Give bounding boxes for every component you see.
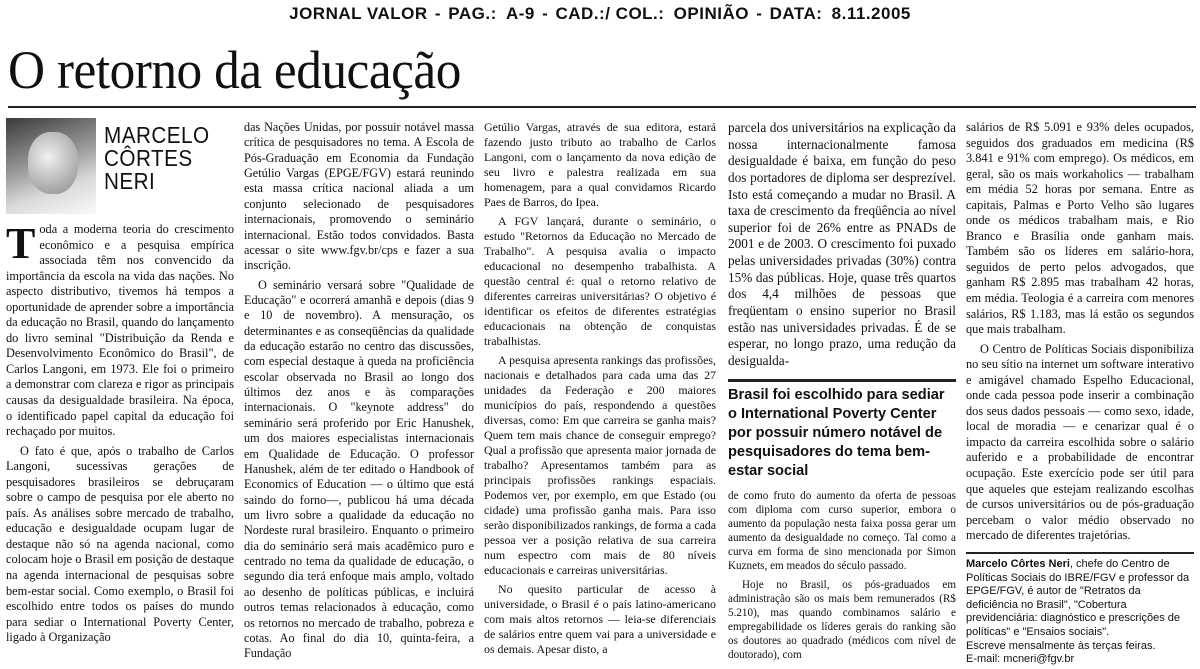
bio-email[interactable]: E-mail: mcneri@fgv.br: [966, 653, 1075, 666]
article-column-3: [484, 120, 716, 661]
masthead: JORNAL VALOR - PAG.: A-9 - CAD.:/ COL.: OPINIÃO - DATA: 8.11.2005: [289, 4, 911, 23]
article-column-2: [244, 120, 474, 666]
headline: O retorno da educação: [8, 40, 461, 100]
masthead-paper: JORNAL VALOR: [289, 4, 428, 23]
article-paragraph: de como fruto do aumento da oferta de pessoas com diploma com curso superior, embora o aumento da população nesta faixa possa gerar um aumento da desigualdade no começo. Tal como a curva em forma de sino mencionada por Simon Kuznets, em meados do século passado.: [728, 490, 956, 573]
author-name-line1: MARCELO: [104, 122, 210, 148]
author-byline: [6, 118, 234, 214]
author-bio: [966, 552, 1194, 667]
article-column-1: [6, 219, 234, 650]
article-paragraph: O seminário versará sobre "Qualidade de Educação" e ocorrerá amanhã e depois (dias 9 e 10 de novembro). A mensuração, os determinantes e as conseqüências da qualidade da educação estarão no centro das discussões, com especial destaque à queda na proficiência escolar observada no Brasil ao longo dos últimos dez anos e às comparações internacionais. O "keynote address" do seminário será proferido por Eric Hanushek, um dos maiores especialistas internacionais em Qualidade de Educação. O professor Hanushek, além de ter editado o Handbook of Economics of Education — o último que está saindo do forno—, publicou há uma década um livro sobre a qualidade da educação no Nordeste rural brasileiro. Enquanto o primeiro dia do seminário será mais acadêmico puro e centrado no tema da qualidade de educação, o segundo dia terá enfoque mais amplo, voltado ao desenho de políticas públicas, e incluirá outros temas relacionados à educação, como os retornos no mercado de trabalho, pobreza e cotas. Ao final do dia 10, quinta-feira, a Fundação: [244, 277, 474, 661]
author-name: [104, 124, 210, 193]
article-paragraph: Toda a moderna teoria do crescimento econômico e a pesquisa empírica associada têm nos convencido da importância da escola na vida das nações. No aspecto distributivo, tivemos há tempos a oportunidade de aprender sobre a importância da educação no Brasil, quando do lançamento do livro seminal "Distribuição da Renda e Desenvolvimento Econômico do Brasil", de Carlos Langoni, em 1973. Ele foi o primeiro a demonstrar com clareza e rigor as principais causas da desigualdade brasileira. Na época, o identificado papel capital da educação foi rechaçado por muitos.: [6, 219, 234, 439]
article-paragraph: Getúlio Vargas, através de sua editora, estará fazendo justo tributo ao trabalho de Carlos Langoni, com o lançamento da nova edição de seu livro e palestra realizada em sua homenagem, para a qual convidamos Ricardo Paes de Barros, do Ipea.: [484, 120, 716, 209]
article-paragraph: O Centro de Políticas Sociais disponibiliza no seu sítio na internet um software interativo e amigável chamado Espelho Educacional, onde cada pessoa pode inserir a combinação dos seus dados pessoais — como sexo, idade, local de moradia — e cenarizar qual é o impacto da carreira escolhida sobre o salário auferido e a probabilidade de encontrar ocupação. Este exercício pode ser útil para que aqueles que estejam realizando escolhas de cursos universitários ou de pós-graduação percebam o valor médio observado no mercado de diferentes trajetórias.: [966, 341, 1194, 543]
article-paragraph: salários de R$ 5.091 e 93% deles ocupados, seguidos dos graduados em medicina (R$ 3.841 e 91% com emprego). Os médicos, em geral, são os mais workaholics — trabalham em média 52 horas por semana. Entre as capitais, Palmas e Porto Velho são lugares onde os médicos trabalham mais, e Rio Branco e Brasília onde ganham mais. Também são os líderes em salário-hora, seguidos de perto pelos advogados, que ganham R$ 2.895 mas trabalham 42 horas, em média. Teologia é a carreira com menores salários, R$ 1.183, mas lá estão os segundos que mais trabalham.: [966, 120, 1194, 337]
bio-author-name: Marcelo Côrtes Neri: [966, 558, 1070, 570]
author-photo: [6, 118, 96, 214]
drop-cap: T: [6, 219, 36, 268]
masthead-page-label: PAG.:: [448, 4, 497, 23]
article-paragraph: parcela dos universitários na explicação da nossa internacionalmente famosa desigualdade é baixa, em função do peso dos portadores de diploma ser desprezível. Isto está começando a mudar no Brasil. A taxa de crescimento da freqüência ao nível superior foi de 26% entre as PNADs de 2001 e de 2003. O crescimento foi puxado pelas universidades privadas (30%) contra 15% das públicas. Hoje, quase três quartos dos 4,4 milhões de pessoas que freqüentam o ensino superior no Brasil estão nas universidades privadas. É de se esperar, no longo prazo, uma redução da desigualda-: [728, 120, 956, 368]
article-column-4-continued: [728, 489, 956, 666]
author-name-line3: NERI: [104, 168, 156, 194]
article-column-4: [728, 120, 956, 373]
pull-quote: Brasil foi escolhido para sediar o International Poverty Center por possuir número notável de pesquisadores do tema bem-estar social: [728, 379, 956, 481]
masthead-section-label: CAD.:/ COL.:: [555, 4, 665, 23]
author-name-line2: CÔRTES: [104, 145, 193, 171]
article-column-5: [966, 120, 1194, 548]
article-paragraph: A pesquisa apresenta rankings das profissões, nacionais e detalhados para cada uma das 27 unidades da Federação e 200 maiores municípios do país, respondendo a questões diversas, como: Em que carreira se ganha mais? Quem tem mais chance de conseguir emprego? Qual a profissão que apresenta maior jornada de trabalho? Apresentamos também para as principais profissões rankings espaciais. Podemos ver, por exemplo, em que Estado (ou cidade) uma profissão ganha mais. Para isso serão disponibilizados rankings, de forma a cada pessoa ver a posição relativa de sua carreira num espectro com mais de 80 níveis educacionais e carreiras universitárias.: [484, 353, 716, 577]
masthead-section-value: OPINIÃO: [673, 4, 749, 23]
bio-schedule: Escreve mensalmente às terças feiras.: [966, 639, 1156, 652]
headline-rule: [8, 106, 1196, 108]
bio-text: , chefe do Centro de Políticas Sociais do IBRE/FGV e professor da EPGE/FGV, é autor de "Retratos da deficiência no Brasil", "Cobertura previdenciária: diagnóstico e prescrições de políticas" e "Ensaios sociais".: [966, 558, 1190, 638]
masthead-date-value: 8.11.2005: [831, 4, 911, 23]
article-paragraph: das Nações Unidas, por possuir notável massa crítica de pesquisadores no tema. A Escola de Pós-Graduação em Economia da Fundação Getúlio Vargas (EPGE/FGV) estará reunindo esta massa crítica nacional aliada a um conjunto selecionado de pesquisadores internacionais, promovendo o seminário internacional. Estão todos convidados. Basta acessar o site www.fgv.br/cps e fazer a sua inscrição.: [244, 120, 474, 273]
article-paragraph: Hoje no Brasil, os pós-graduados em administração são os mais bem remunerados (R$ 5.210), mas quando combinamos salário e empregabilidade os líderes gerais do ranking são os doutores ao quadrado (médicos com nível de doutorado), com: [728, 578, 956, 662]
article-paragraph: A FGV lançará, durante o seminário, o estudo "Retornos da Educação no Mercado de Trabalho". A pesquisa avalia o impacto educacional no desempenho trabalhista. A questão central é: qual o retorno relativo de diferentes carreiras universitárias? O objetivo é identificar os efeitos de diferentes estratégias educacionais na obtenção de conquistas trabalhistas.: [484, 214, 716, 348]
masthead-page-value: A-9: [505, 4, 535, 23]
masthead-date-label: DATA:: [769, 4, 823, 23]
article-paragraph: O fato é que, após o trabalho de Carlos Langoni, sucessivas gerações de pesquisadores brasileiros se debruçaram sobre o campo de pesquisa por ele aberto no país. As análises sobre mercado de trabalho, educação e desigualdade ocupam lugar de destaque não só na agenda nacional, como colocam hoje o Brasil em posição de destaque na agenda internacional de pesquisas sobre bem-estar social. Como exemplo, o Brasil foi escolhido entre todos os países do mundo para sediar o International Poverty Center, ligado à Organização: [6, 443, 234, 645]
article-paragraph: No quesito particular de acesso à universidade, o Brasil é o país latino-americano com mais altos retornos — leia-se diferenciais de salários entre quem vai para a universidade e os demais. Apesar disto, a: [484, 582, 716, 656]
